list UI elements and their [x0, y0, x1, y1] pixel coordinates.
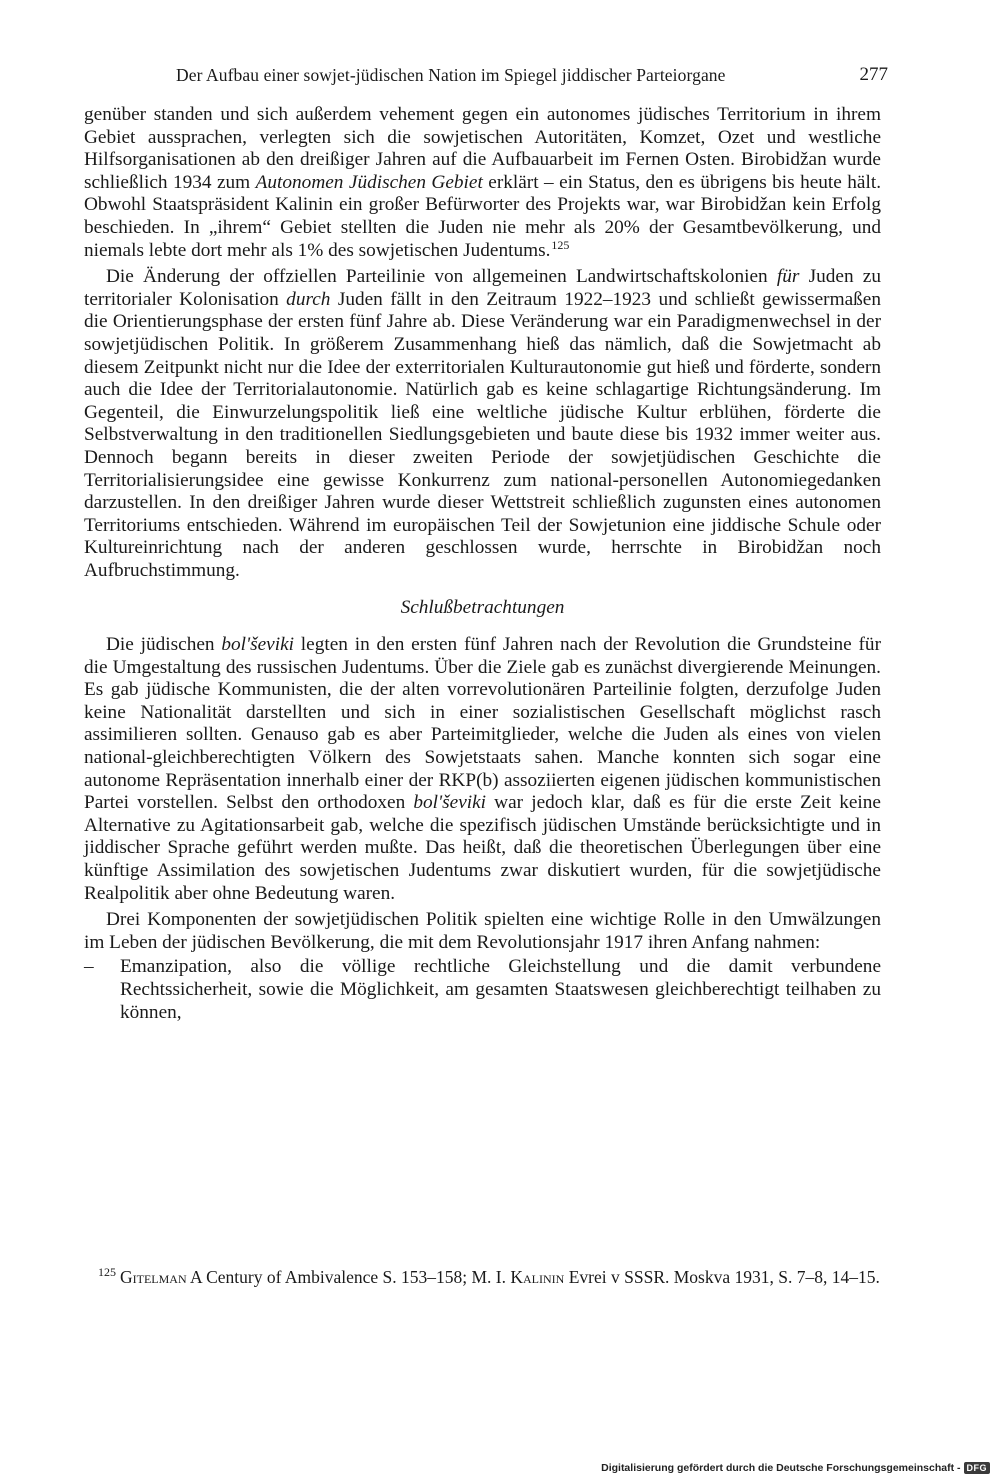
paragraph-4: Drei Komponenten der sowjetjüdischen Politik spielten eine wichtige Rolle in den Umwälzungen im Leben der jüdischen Bevölkerung, die mit dem Revolutionsjahr 1917 ihren Anfang nahmen: — [84, 909, 881, 953]
paragraph-2 — [84, 266, 881, 582]
paragraph-2-text-c: Juden zu territorialer Kolonisation — [84, 266, 881, 310]
footnote-text-1: A Century of Ambivalence S. 153–158; M. I. — [186, 1267, 511, 1287]
footnote-author-1: Gitelman — [120, 1267, 187, 1287]
paragraph-2-emphasis-2: durch — [286, 288, 331, 310]
paragraph-2-text-e: Juden fällt in den Zeitraum 1922–1923 und schließt gewissermaßen die Orientierungsphase der ersten fünf Jahre ab. Diese Veränderung war ein Paradigmenwechsel in der sowjetjüdischen Politik. In größerem Zusammenhang hieß das nämlich, daß die Sowjetmacht ab diesem Zeitpunkt nicht nur die Idee der exterritorialen Kulturautonomie gut hieß und förderte, sondern auch die Idee der Territorialautonomie. Natürlich gab es keine schlagartige Richtungsänderung. Im Gegenteil, die Einwurzelungspolitik ließ eine weltliche jüdische Kultur erblühen, förderte die Selbstverwaltung in den traditionellen Siedlungsgebieten und baute diese bis 1932 immer weiter aus. Dennoch begann bereits in dieser zweiten Periode der sowjetjüdischen Geschichte die Territorialisierungsidee eine gewisse Konkurrenz zum national-personellen Autonomiegedanken darzustellen. In den dreißiger Jahren wurde dieser Wettstreit schließlich zugunsten eines autonomen Territoriums entschieden. Während im europäischen Teil der Sowjetunion eine jiddische Schule oder Kultureinrichtung nach der anderen geschlossen wurde, herrschte in Birobidžan noch Aufbruchstimmung. — [84, 288, 881, 581]
dfg-logo-icon: DFG — [964, 1462, 991, 1474]
paragraph-1-emphasis: Autonomen Jüdischen Gebiet — [255, 171, 483, 193]
list-item-text: Emanzipation, also die völlige rechtliche Gleichstellung und die damit verbundene Rechtssicherheit, sowie die Möglichkeit, am gesamten Staatswesen gleichberechtigt teilhaben zu können, — [120, 956, 881, 1023]
main-text — [84, 104, 881, 1024]
paragraph-1-text-a: genüber standen und sich außerdem vehement gegen ein autonomes jüdisches Territorium in ihrem Gebiet aussprachen, verlegten sich die sowjetischen Autoritäten, Komzet, Ozet und westliche Hilfsorganisationen ab den dreißiger Jahren auf die Aufbauarbeit im Fernen Osten. Birobidžan wurde schließlich 1934 zum — [84, 104, 881, 193]
paragraph-3 — [84, 634, 881, 905]
paragraph-3-emphasis-2: bol'ševiki — [413, 792, 487, 814]
footnote-reference[interactable]: 125 — [551, 237, 570, 252]
paragraph-3-text-c: legten in den ersten fünf Jahren nach der Revolution die Grundsteine für die Umgestaltung des russischen Judentums. Über die Ziele gab es zunächst divergierende Meinungen. Es gab jüdische Kommunisten, die der alten vorrevolutionären Parteilinie folgten, derzufolge Juden keine Nationalität darstellten und sich in einer sozialistischen Gesellschaft möglichst rasch assimilieren sollten. Genauso gab es aber Parteimitglieder, welche die Juden als eines von vielen national-gleichberechtigten Völkern des Sowjetstaats sahen. Manche konnten sich sogar eine autonome Repräsentation innerhalb einer der RKP(b) assoziierten eigenen jüdischen kommunistischen Partei vorstellen. Selbst den orthodoxen — [84, 634, 881, 814]
digitization-watermark — [601, 1462, 990, 1474]
page-number: 277 — [859, 64, 888, 85]
paragraph-3-text-e: war jedoch klar, daß es für die erste Zeit keine Alternative zu Agitationsarbeit gab, welche die spezifisch jüdischen Umstände berücksichtigte und in jiddischer Sprache geführt werden mußte. Das heißt, daß die theoretischen Überlegungen über eine künftige Assimilation des sowjetischen Judentums zwar diskutiert wurden, für die sowjetjüdische Realpolitik aber ohne Bedeutung waren. — [84, 792, 881, 904]
paragraph-1 — [84, 104, 881, 262]
footnote-author-2: Kalinin — [510, 1267, 565, 1287]
footnote-number: 125 — [98, 1265, 116, 1279]
paragraph-2-emphasis-1: für — [776, 266, 800, 288]
paragraph-3-text-a: Die jüdischen — [106, 634, 222, 656]
running-title: Der Aufbau einer sowjet-jüdischen Nation im Spiegel jiddischer Parteiorgane — [176, 65, 726, 85]
footnote — [84, 1266, 881, 1288]
paragraph-1-text-c: erklärt – ein Status, den es übrigens bis heute hält. Obwohl Staatspräsident Kalinin ein großer Befürworter des Projekts war, war Birobidžan kein Erfolg beschieden. In „ihrem“ Gebiet stellten die Juden nie mehr als 20% der Gesamtbevölkerung, und niemals lebte dort mehr als 1% des sowjetischen Judentums. — [84, 171, 882, 261]
list-item — [84, 956, 881, 1024]
paragraph-2-text-a: Die Änderung der offziellen Parteilinie von allgemeinen Landwirtschaftskolonien — [106, 266, 777, 288]
page-header — [176, 62, 888, 88]
paragraph-3-emphasis-1: bol'ševiki — [221, 634, 294, 656]
footnote-text-2: Evrei v SSSR. Moskva 1931, S. 7–8, 14–15. — [564, 1267, 880, 1287]
watermark-text: Digitalisierung gefördert durch die Deutsche Forschungsgemeinschaft - — [601, 1462, 961, 1474]
section-heading: Schlußbetrachtungen — [400, 597, 565, 619]
list-dash: – — [84, 956, 94, 978]
